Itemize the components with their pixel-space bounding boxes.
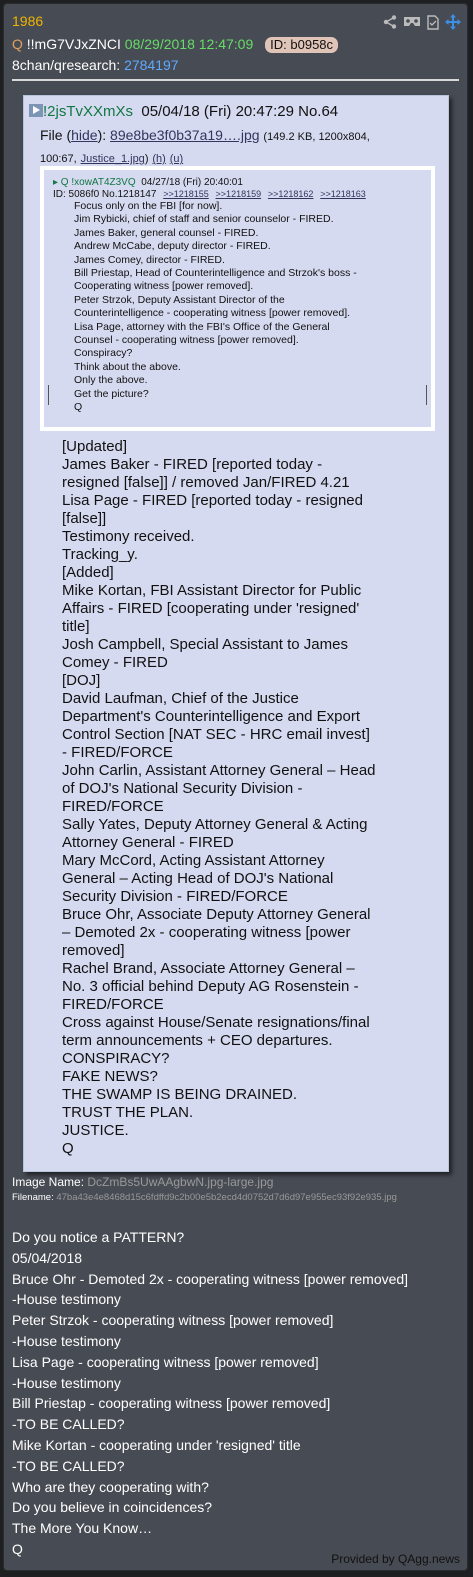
- text-line: -House testimony: [12, 1332, 121, 1349]
- text-line: FAKE NEWS?: [62, 1068, 158, 1085]
- text-line: Mike Kortan - cooperating under 'resigned' title: [12, 1436, 301, 1453]
- post-body: [12, 1227, 462, 1560]
- text-line: Q: [74, 401, 83, 414]
- text-line: of DOJ's National Security Division -: [62, 780, 303, 797]
- attached-screenshot[interactable]: [23, 95, 449, 1172]
- text-line: Bill Priestap - cooperating witness [power removed]: [12, 1395, 331, 1412]
- filename-label: Filename:: [12, 1192, 54, 1203]
- text-line: Rachel Brand, Associate Attorney General –: [62, 960, 355, 977]
- text-line: FIRED/FORCE: [62, 996, 164, 1013]
- text-line: title]: [62, 618, 90, 635]
- quoted-ref: >>1218155: [163, 189, 209, 199]
- text-line: - FIRED/FORCE: [62, 744, 173, 761]
- text-line: -House testimony: [12, 1291, 121, 1308]
- screenshot-header: [29, 103, 338, 120]
- text-line: Cooperating witness [power removed].: [74, 280, 254, 293]
- text-line: Get the picture?: [74, 387, 149, 400]
- quoted-post: [44, 170, 431, 427]
- quoted-ref: >>1218159: [215, 189, 262, 199]
- text-line: [Added]: [62, 564, 114, 581]
- screenshot-body: [62, 438, 442, 1158]
- text-line: Counsel - cooperating witness [power removed].: [74, 334, 299, 347]
- text-line: CONSPIRACY?: [62, 1050, 170, 1067]
- q-marker: Q: [12, 36, 23, 52]
- tripcode: !!mG7VJxZNCI: [26, 36, 121, 52]
- post-header: [12, 36, 338, 53]
- board-line: [12, 57, 179, 73]
- text-line: James Baker, general counsel - FIRED.: [74, 226, 259, 239]
- screenshot-file-line: File (hide): 89e8be3f0b37a19….jpg (149.2 KB, 1200x804, 100:67, Justice_1.jpg) (h) (u): [40, 127, 370, 165]
- text-line: Testimony received.: [62, 528, 195, 545]
- text-line: Q: [12, 1540, 23, 1557]
- screenshot-tripcode: !2jsTvXXmXs: [43, 103, 134, 120]
- file-info: (149.2 KB, 1200x804,: [263, 131, 370, 143]
- post-toolbar: [383, 14, 461, 30]
- text-line: TRUST THE PLAN.: [62, 1104, 194, 1121]
- text-line: Sally Yates, Deputy Attorney General & Acting: [62, 816, 368, 833]
- filename-value: 47ba43e4e8468d15c6fdffd9c2b00e5b2ecd4d0752d7d6d97e955ec93f92e935.jpg: [56, 1192, 397, 1203]
- text-line: Focus only on the FBI [for now].: [74, 200, 223, 212]
- text-line: -TO BE CALLED?: [12, 1416, 125, 1433]
- text-line: No. 3 official behind Deputy AG Rosenstein -: [62, 978, 359, 995]
- text-line: Bill Priestap, Head of Counterintelligence and Strzok's boss -: [74, 267, 357, 280]
- text-line: – Demoted 2x - cooperating witness [power: [62, 924, 351, 941]
- text-line: Cross against House/Senate resignations/final: [62, 1014, 370, 1031]
- image-edge-mark: [48, 385, 49, 405]
- file-u-link: (u): [169, 153, 184, 165]
- text-line: Mary McCord, Acting Assistant Attorney: [62, 852, 325, 869]
- text-line: James Comey, director - FIRED.: [74, 253, 225, 266]
- post-datetime: 08/29/2018 12:47:09: [124, 36, 254, 52]
- quoted-id-line: [53, 189, 366, 200]
- quoted-date: 04/27/18 (Fri) 20:40:01: [141, 177, 243, 188]
- file-orig-name: Justice_1.jpg: [80, 153, 145, 165]
- board-name: 8chan/qresearch:: [12, 57, 121, 73]
- text-line: JUSTICE.: [62, 1122, 129, 1139]
- text-line: Bruce Ohr - Demoted 2x - cooperating witness [power removed]: [12, 1270, 409, 1287]
- text-line: term announcements + CEO departures.: [62, 1032, 333, 1049]
- file-info-ratio: 100:67,: [40, 153, 77, 165]
- text-line: Affairs - FIRED [cooperating under 'resigned': [62, 600, 360, 617]
- document-icon[interactable]: [427, 15, 439, 30]
- quoted-header: [53, 177, 243, 188]
- post-number: 1986: [12, 13, 44, 29]
- text-line: Josh Campbell, Special Assistant to James: [62, 636, 348, 653]
- text-line: Do you believe in coincidences?: [12, 1499, 213, 1516]
- text-line: David Laufman, Chief of the Justice: [62, 690, 299, 707]
- text-line: James Baker - FIRED [reported today -: [62, 456, 323, 473]
- text-line: Mike Kortan, FBI Assistant Director for Public: [62, 582, 362, 599]
- text-line: Department's Counterintelligence and Export: [62, 708, 361, 725]
- quoted-tripcode: ▸ Q !xowAT4Z3VQ: [53, 177, 136, 188]
- quoted-ref: >>1218162: [267, 189, 314, 199]
- text-line: resigned [false]] / removed Jan/FIRED 4.21: [62, 474, 350, 491]
- text-line: Security Division - FIRED/FORCE: [62, 888, 288, 905]
- screenshot-datetime: 05/04/18 (Fri) 20:47:29 No.64: [141, 103, 339, 120]
- text-line: John Carlin, Assistant Attorney General – Head: [62, 762, 376, 779]
- text-line: [false]]: [62, 510, 107, 527]
- file-name-link: 89e8be3f0b37a19….jpg: [110, 127, 260, 143]
- id-badge[interactable]: ID: b0958c: [265, 37, 338, 53]
- text-line: Control Section [NAT SEC - HRC email invest]: [62, 726, 370, 743]
- text-line: Conspiracy?: [74, 347, 133, 360]
- text-line: -TO BE CALLED?: [12, 1457, 125, 1474]
- text-line: Lisa Page - FIRED [reported today - resigned: [62, 492, 363, 509]
- text-line: General – Acting Head of DOJ's National: [62, 870, 334, 887]
- image-name-line: [12, 1175, 273, 1189]
- text-line: Jim Rybicki, chief of staff and senior counselor - FIRED.: [74, 213, 334, 226]
- quoted-ref: >>1218163: [320, 189, 366, 199]
- play-icon: [29, 104, 43, 117]
- quoted-id: ID: 5086f0 No.1218147: [53, 189, 157, 200]
- text-line: Andrew McCabe, deputy director - FIRED.: [74, 240, 271, 253]
- image-name-value: DcZmBs5UwAAgbwN.jpg-large.jpg: [87, 1175, 274, 1189]
- text-line: Do you notice a PATTERN?: [12, 1229, 185, 1245]
- text-line: [Updated]: [62, 438, 128, 455]
- file-orig-close: ): [144, 153, 149, 165]
- file-hide-link: hide: [71, 127, 98, 143]
- footer-credit: Provided by QAgg.news: [331, 1552, 460, 1566]
- filename-line: [12, 1192, 397, 1203]
- image-name-label: Image Name:: [12, 1175, 85, 1189]
- text-line: Lisa Page, attorney with the FBI's Office of the General: [74, 320, 330, 333]
- image-edge-mark: [426, 385, 427, 405]
- text-line: The More You Know…: [12, 1520, 153, 1537]
- thread-link[interactable]: 2784197: [124, 57, 179, 73]
- text-line: Counterintelligence - cooperating witness [power removed].: [74, 307, 351, 320]
- text-line: Q: [62, 1140, 74, 1157]
- text-line: Tracking_y.: [62, 546, 138, 563]
- quoted-body: [74, 200, 404, 415]
- text-line: Bruce Ohr, Associate Deputy Attorney General: [62, 906, 371, 923]
- text-line: 05/04/2018: [12, 1249, 83, 1266]
- text-line: FIRED/FORCE: [62, 798, 164, 815]
- text-line: [DOJ]: [62, 672, 101, 689]
- text-line: Peter Strzok - cooperating witness [power removed]: [12, 1312, 334, 1329]
- text-line: Peter Strzok, Deputy Assistant Director of the: [74, 293, 285, 306]
- file-h-link: (h): [152, 153, 166, 165]
- header-divider: [12, 79, 459, 81]
- text-line: Only the above.: [74, 374, 148, 387]
- move-arrows-icon[interactable]: [445, 14, 461, 30]
- text-line: Think about the above.: [74, 360, 181, 373]
- text-line: Who are they cooperating with?: [12, 1478, 209, 1495]
- text-line: Lisa Page - cooperating witness [power removed]: [12, 1353, 319, 1370]
- text-line: removed]: [62, 942, 125, 959]
- quoted-post-image: [40, 166, 435, 431]
- vr-glasses-icon[interactable]: [403, 16, 421, 28]
- share-icon[interactable]: [383, 15, 397, 29]
- text-line: -House testimony: [12, 1374, 121, 1391]
- post-card: [3, 3, 468, 1571]
- text-line: THE SWAMP IS BEING DRAINED.: [62, 1086, 298, 1103]
- text-line: Comey - FIRED: [62, 654, 168, 671]
- file-label: File: [40, 127, 63, 143]
- text-line: Attorney General - FIRED: [62, 834, 234, 851]
